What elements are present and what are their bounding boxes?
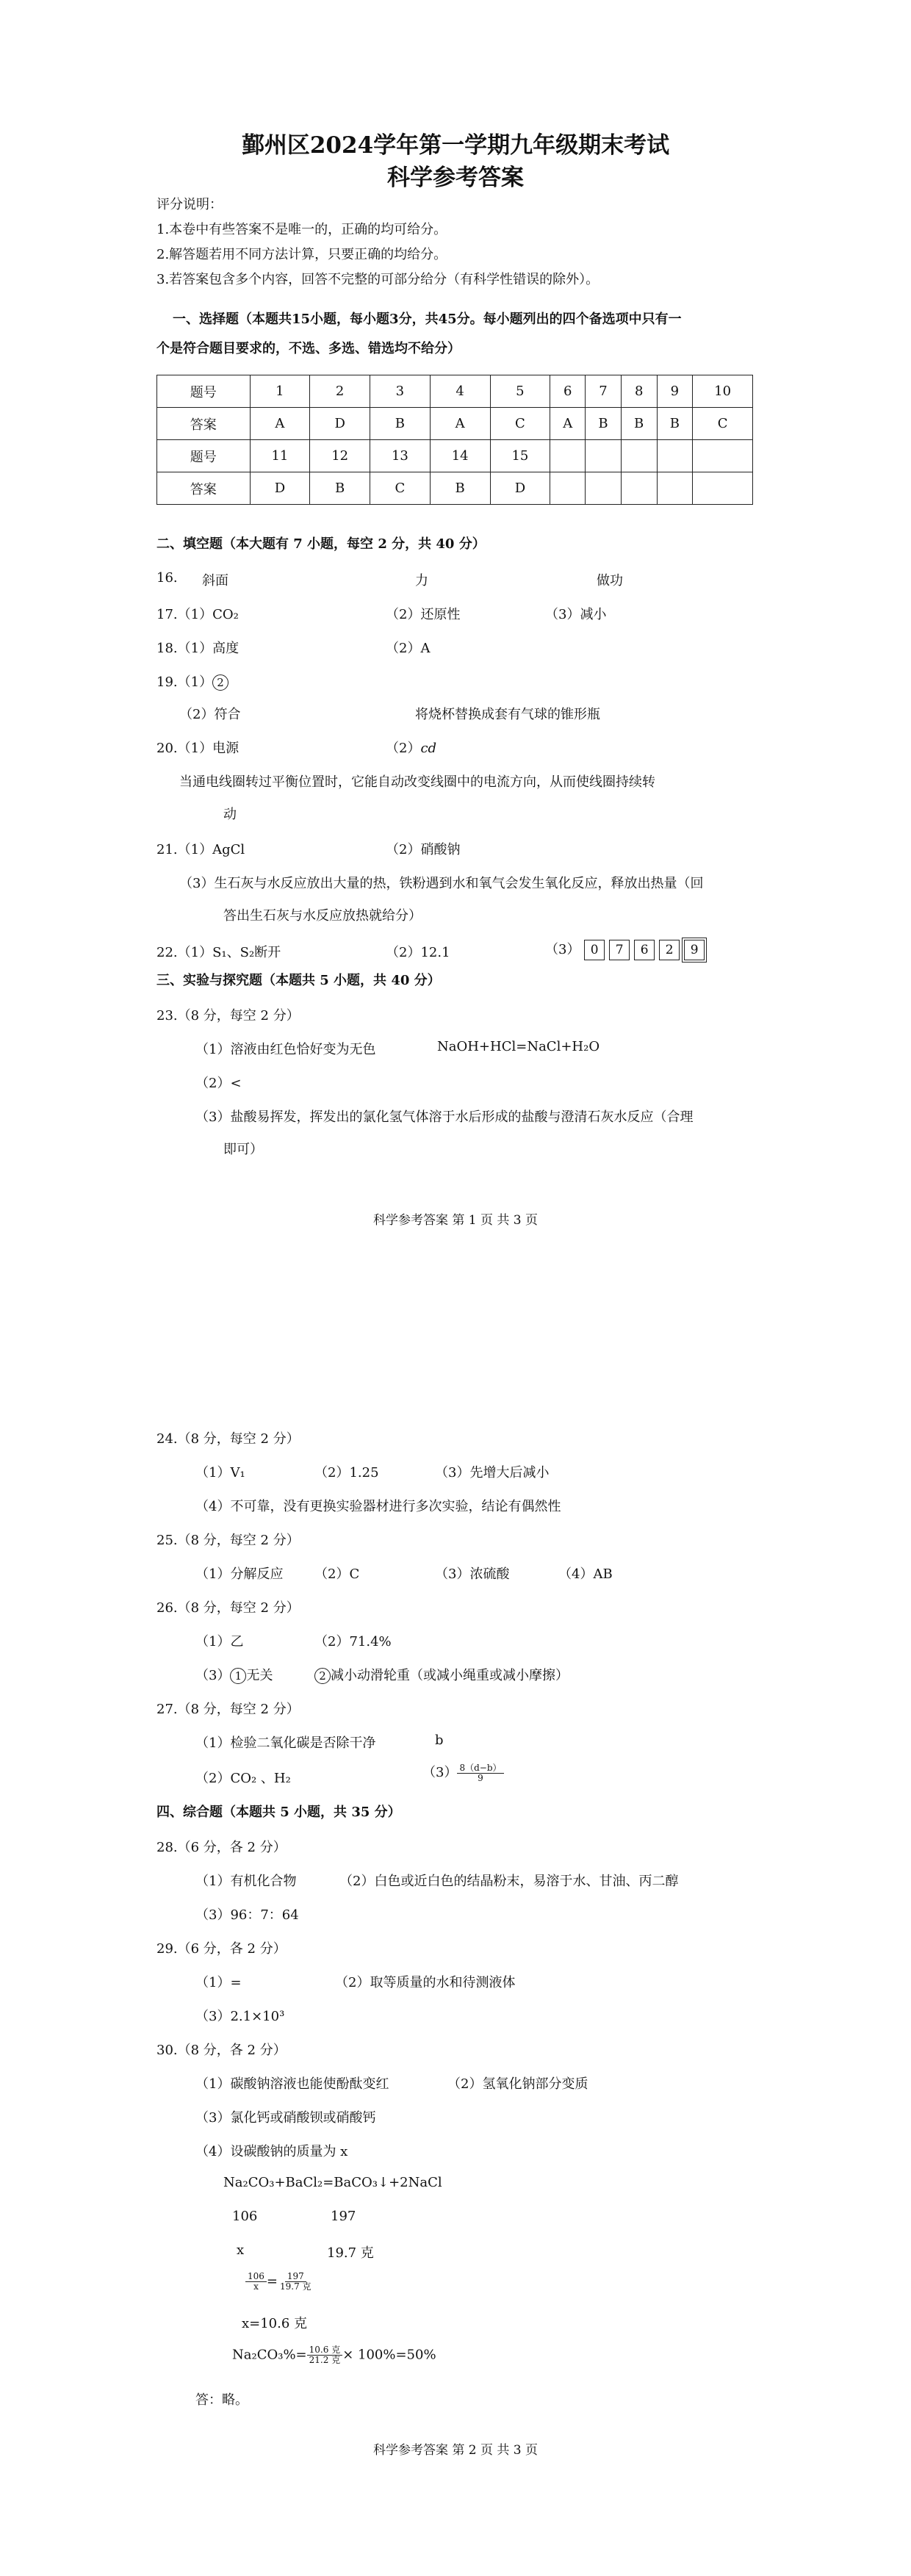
q26-answer-3b [314,1665,569,1684]
table-cell: C [693,408,753,440]
q20-answer-2 [386,738,436,757]
q21-answer-3-line2: 答出生石灰与水反应放热就给分） [223,908,422,924]
q23-answer-3-line2: 即可） [223,1142,263,1157]
table-cell: B [657,408,693,440]
q29-header: 29.（6 分，各 2 分） [156,1941,287,1957]
q19-circled-number: 2 [212,674,228,691]
table-cell: C [370,472,431,505]
table-cell: B [586,408,622,440]
section1-heading-line2: 个是符合题目要求的，不选、多选、错选均不给分） [156,341,461,356]
table-cell: 2 [310,375,370,408]
fraction-numerator: 197 [285,2272,306,2282]
q26-c2-text: 减小动滑轮重（或减小绳重或减小摩擦） [331,1668,569,1683]
q25-answer-2: （2）C [314,1566,360,1582]
table-cell: 9 [657,375,693,408]
table-cell: B [430,472,490,505]
table-row [157,408,753,440]
q30-molar-mass-2: 197 [331,2209,356,2224]
q20-answer-3-line1: 当通电线圈转过平衡位置时，它能自动改变线圈中的电流方向，从而使线圈持续转 [179,774,655,790]
table-cell [550,472,586,505]
q23-header: 23.（8 分，每空 2 分） [156,1008,300,1023]
table-cell [621,472,657,505]
table-row [157,375,753,408]
ratio-fraction-1 [245,2272,267,2292]
table-cell: B [370,408,431,440]
q26-c1-text: 无关 [246,1668,273,1683]
table-cell: D [490,472,550,505]
table-cell: 10 [693,375,753,408]
q22-answer-2: （2）12.1 [386,945,450,960]
q17-answer-3: （3）减小 [545,607,607,622]
table-row [157,440,753,472]
fraction-numerator: 8（d−b） [457,1763,503,1774]
table-cell [621,440,657,472]
scoring-note-1: 1.本卷中有些答案不是唯一的，正确的均可给分。 [156,222,447,237]
page1-footer: 科学参考答案 第 1 页 共 3 页 [372,1213,539,1228]
table-cell: A [430,408,490,440]
q30-answer-4: （4）设碳酸钠的质量为 x [195,2144,348,2159]
q26-c-prefix: （3） [195,1668,231,1683]
q26-answer-1: （1）乙 [195,1634,244,1649]
q16-number: 16. [156,570,178,586]
fraction-denominator: x [253,2281,259,2292]
q17-answer-1: 17.（1）CO₂ [156,607,239,622]
q28-answer-2: （2）白色或近白色的结晶粉末，易溶于水、甘油、丙二醇 [339,1874,679,1889]
q20-b-prefix: （2） [386,741,421,756]
q24-answer-2: （2）1.25 [314,1465,379,1481]
digit-box: 6 [634,940,655,960]
doc-title: 鄞州区2024学年第一学期九年级期末考试 [241,132,670,159]
q30-answer-1: （1）碳酸钠溶液也能使酚酞变红 [195,2076,389,2092]
q23-answer-2: （2）< [195,1076,242,1091]
q16-answer-3: 做功 [597,573,623,589]
table-cell: 11 [250,440,310,472]
q27-answer-1: （1）检验二氧化碳是否除干净 [195,1735,376,1751]
table-cell: 6 [550,375,586,408]
table-cell [586,440,622,472]
table-cell: 5 [490,375,550,408]
q29-answer-2: （2）取等质量的水和待测液体 [335,1975,516,1990]
q29-answer-3: （3）2.1×10³ [195,2009,285,2024]
q20-b-italic: cd [420,741,437,756]
q24-answer-4: （4）不可靠，没有更换实验器材进行多次实验，结论有偶然性 [195,1499,561,1514]
q19-prefix: 19.（1） [156,674,213,690]
q30-molar-mass-1: 106 [232,2209,258,2224]
q21-answer-2: （2）硝酸钠 [386,842,461,857]
digit-box: 0 [584,940,605,960]
pct-suffix: × 100%=50% [342,2347,436,2363]
q30-percentage [232,2345,436,2365]
table-cell: C [490,408,550,440]
q25-header: 25.（8 分，每空 2 分） [156,1533,300,1548]
fraction-numerator: 10.6 克 [307,2345,343,2356]
q27-fraction [457,1763,503,1783]
q25-answer-1: （1）分解反应 [195,1566,284,1582]
q26-answer-3 [195,1665,273,1684]
table-cell [657,472,693,505]
q26-header: 26.（8 分，每空 2 分） [156,1600,300,1616]
scoring-heading: 评分说明： [156,197,223,212]
q27-header: 27.（8 分，每空 2 分） [156,1702,300,1717]
q30-equation: Na₂CO₃+BaCl₂=BaCO₃↓+2NaCl [223,2175,442,2190]
fraction-denominator: 19.7 克 [280,2281,312,2292]
choice-answer-table [156,375,753,505]
table-cell: 3 [370,375,431,408]
q28-answer-1: （1）有机化合物 [195,1874,297,1889]
section4-heading: 四、综合题（本题共 5 小题，共 35 分） [156,1805,401,1820]
table-cell: A [250,408,310,440]
q21-answer-1: 21.（1）AgCl [156,842,245,857]
table-cell: 12 [310,440,370,472]
digit-box: 2 [659,940,680,960]
q30-var-2: 19.7 克 [327,2245,374,2261]
table-cell: 13 [370,440,431,472]
table-cell: 14 [430,440,490,472]
fraction-denominator: 9 [478,1772,483,1783]
q24-answer-1: （1）V₁ [195,1465,245,1481]
q26-answer-2: （2）71.4% [314,1634,392,1649]
q27-answer-3 [422,1762,504,1783]
q29-answer-1: （1）= [195,1975,242,1990]
q30-x-result: x=10.6 克 [242,2316,308,2331]
q27-answer-1b: b [435,1733,444,1748]
table-cell: 15 [490,440,550,472]
table-cell [550,440,586,472]
table-cell [693,472,753,505]
q30-answer-2: （2）氢氧化钠部分变质 [447,2076,588,2092]
table-cell [693,440,753,472]
q25-answer-3: （3）浓硫酸 [435,1566,510,1582]
q16-answer-1: 斜面 [202,573,228,589]
q22-answer-3 [545,939,705,960]
table-cell: 题号 [157,375,251,408]
q20-answer-3-line2: 动 [223,807,237,822]
page2-footer: 科学参考答案 第 2 页 共 3 页 [372,2443,539,2458]
q30-ratio [245,2272,314,2292]
q23-answer-3-line1: （3）盐酸易挥发，挥发出的氯化氢气体溶于水后形成的盐酸与澄清石灰水反应（合理 [195,1109,694,1125]
section2-heading: 二、填空题（本大题有 7 小题，每空 2 分，共 40 分） [156,536,486,552]
table-cell: 答案 [157,472,251,505]
q26-circled-2: 2 [314,1668,331,1684]
digit-box: 7 [609,940,630,960]
digit-box-highlighted: 9 [684,940,705,960]
table-cell: 答案 [157,408,251,440]
section3-heading: 三、实验与探究题（本题共 5 小题，共 40 分） [156,973,441,988]
q27-answer-2: （2）CO₂ 、H₂ [195,1771,291,1786]
q17-answer-2: （2）还原性 [386,607,461,622]
fraction-numerator: 106 [245,2272,267,2282]
q22-digit-boxes [584,940,705,960]
table-cell: 8 [621,375,657,408]
q26-circled-1: 1 [230,1668,246,1684]
table-cell: 4 [430,375,490,408]
q18-answer-1: 18.（1）高度 [156,641,240,656]
q22-c-prefix: （3） [545,942,580,957]
table-row [157,472,753,505]
table-cell: 题号 [157,440,251,472]
table-cell: B [310,472,370,505]
q21-answer-3-line1: （3）生石灰与水反应放出大量的热，铁粉遇到水和氧气会发生氧化反应，释放出热量（回 [179,876,704,891]
q28-answer-3: （3）96：7：64 [195,1907,299,1923]
table-cell [586,472,622,505]
q30-answer-3: （3）氯化钙或硝酸钡或硝酸钙 [195,2110,376,2126]
table-cell: D [310,408,370,440]
scoring-note-2: 2.解答题若用不同方法计算，只要正确的均给分。 [156,247,447,262]
q23-answer-1: （1）溶液由红色恰好变为无色 [195,1042,376,1057]
q27-d-prefix: （3） [422,1765,458,1780]
fraction-denominator: 21.2 克 [309,2355,341,2365]
table-cell: D [250,472,310,505]
q20-answer-1: 20.（1）电源 [156,741,240,756]
q30-conclusion: 答：略。 [195,2392,248,2408]
q23-equation: NaOH+HCl=NaCl+H₂O [437,1039,600,1054]
q24-answer-3: （3）先增大后减小 [435,1465,550,1481]
q16-answer-2: 力 [415,573,428,589]
table-cell [657,440,693,472]
doc-subtitle: 科学参考答案 [387,165,524,191]
q24-header: 24.（8 分，每空 2 分） [156,1431,300,1447]
ratio-fraction-2 [278,2272,314,2292]
q18-answer-2: （2）A [386,641,431,656]
pct-fraction [307,2345,343,2365]
pct-prefix: Na₂CO₃%= [232,2347,307,2363]
q30-header: 30.（8 分，各 2 分） [156,2043,287,2058]
q25-answer-4: （4）AB [558,1566,613,1582]
q19-answer-3: 将烧杯替换成套有气球的锥形瓶 [415,707,600,722]
q19-answer-2: （2）符合 [179,707,241,722]
section1-heading-line1: 一、选择题（本题共15小题，每小题3分，共45分。每小题列出的四个备选项中只有一 [173,312,682,327]
table-cell: 7 [586,375,622,408]
table-cell: B [621,408,657,440]
q22-answer-1: 22.（1）S₁、S₂断开 [156,945,281,960]
scoring-note-3: 3.若答案包含多个内容，回答不完整的可部分给分（有科学性错误的除外）。 [156,272,599,287]
q30-var-1: x [237,2242,245,2258]
table-cell: A [550,408,586,440]
q19-answer-1 [156,672,228,691]
table-cell: 1 [250,375,310,408]
q28-header: 28.（6 分，各 2 分） [156,1840,287,1855]
ratio-equals: = [266,2273,278,2289]
